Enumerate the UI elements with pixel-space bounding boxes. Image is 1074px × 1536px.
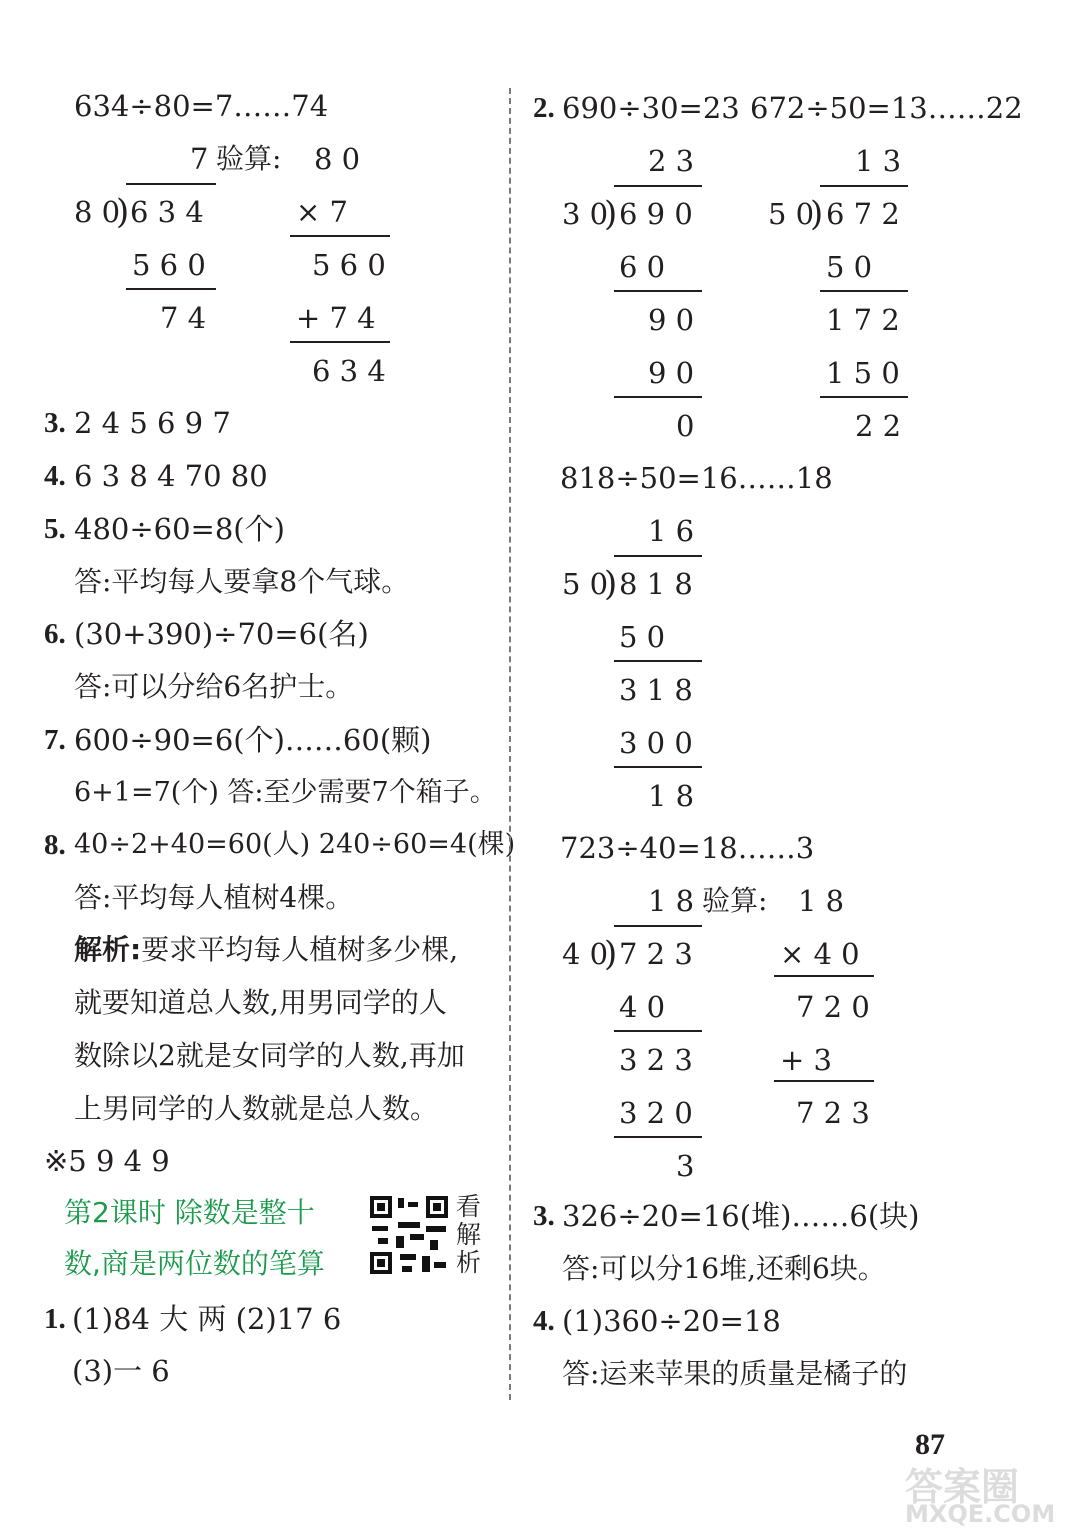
div-d-divisor: 4 0 [562,937,609,971]
column-divider [509,88,511,1400]
check-sum: 6 3 4 [312,354,386,388]
q2-number: 2. [533,92,555,124]
div-c-step: 3 1 8 [619,673,693,707]
div-b-step: 1 7 2 [826,303,900,337]
div-d-step: 3 2 0 [619,1096,693,1130]
division-bar [126,183,216,185]
div-a-eq: 690÷30=23 [562,91,740,125]
div-d-quotient: 1 8 [648,884,695,918]
check-line [290,341,390,343]
q8-number: 8. [44,829,66,861]
div-c-eq: 818÷50=16……18 [560,461,833,495]
q6-number: 6. [44,618,66,650]
div-b-step: 1 5 0 [826,356,900,390]
check-line [774,975,874,977]
q8-analysis-line: 数除以2就是女同学的人数,再加 [74,1039,465,1072]
r-q3-equation: 326÷20=16(堆)……6(块) [562,1199,920,1233]
div-b-eq: 672÷50=13……22 [750,91,1023,125]
div-a-remainder: 0 [676,409,695,443]
division-bracket: ) [604,934,618,974]
check-label: 验算: [216,142,282,175]
division-bar [614,185,702,187]
check-add: + 3 [780,1043,832,1077]
div-a-step: 9 0 [648,303,695,337]
q6-answer: 答:可以分给6名护士。 [74,670,354,703]
div-b-remainder: 2 2 [855,409,902,443]
check-line [290,235,390,237]
watermark-url: MXQE.COM [905,1500,1056,1528]
check-multiplier: × 4 0 [780,937,860,971]
q8-answer: 答:平均每人植树4棵。 [74,881,354,914]
div-b-dividend: 6 7 2 [826,197,900,231]
q8-equation: 40÷2+40=60(人) 240÷60=4(棵) [74,829,516,860]
check-sum: 7 2 3 [796,1096,870,1130]
q8-analysis-line: 上男同学的人数就是总人数。 [74,1092,439,1125]
div-divisor: 8 0 [74,195,121,229]
div-line [126,288,216,290]
div-d-remainder: 3 [676,1149,695,1183]
l1-answer: (1)84 大 两 (2)17 6 [72,1302,342,1336]
q6-equation: (30+390)÷70=6(名) [74,617,369,651]
div-line [614,766,702,768]
division-bar [820,185,908,187]
page-number: 87 [915,1428,945,1461]
q5-equation: 480÷60=8(个) [74,512,285,546]
r-q4-answer: 答:运来苹果的质量是橘子的 [562,1357,908,1390]
r-q3-answer: 答:可以分16堆,还剩6块。 [562,1252,886,1285]
l1-number: 1. [44,1303,66,1335]
div-line [820,396,908,398]
check-product: 5 6 0 [312,248,386,282]
check-label: 验算: [702,884,768,917]
analysis-text: 要求平均每人植树多少棵, [141,933,459,966]
q4-number: 4. [44,460,66,492]
q4-answer: 6 3 8 4 70 80 [74,459,268,493]
analysis-label: 解析: [74,933,142,966]
qr-caption: 看解析 [456,1192,482,1277]
r-q4-equation: (1)360÷20=18 [562,1304,781,1338]
check-product: 7 2 0 [796,990,870,1024]
division-bar [614,925,702,927]
check-top: 8 0 [314,142,361,176]
q3-answer: 2 4 5 6 9 7 [74,406,231,440]
q7-number: 7. [44,724,66,756]
q7-answer: 6+1=7(个) 答:至少需要7个箱子。 [74,777,497,808]
div-line [614,290,702,292]
division-bracket: ) [604,194,618,234]
div-b-quotient: 1 3 [855,144,902,178]
div-line [614,1136,702,1138]
div-d-step: 3 2 3 [619,1043,693,1077]
q7-equation: 600÷90=6(个)……60(颗) [74,723,432,757]
div-a-step: 6 0 [619,250,666,284]
div-a-step: 9 0 [648,356,695,390]
division-bar [614,555,702,557]
watermark-logo: 答案圈 [905,1465,1020,1509]
q5-number: 5. [44,513,66,545]
extra-question: ※5 9 4 9 [44,1144,170,1178]
lesson-title: 数,商是两位数的笔算 [64,1247,325,1280]
div-step: 5 6 0 [132,248,206,282]
l1-answer-b: (3)一 6 [72,1354,170,1388]
check-multiplier: × 7 [296,195,348,229]
div-line [614,396,702,398]
div-a-dividend: 6 9 0 [619,197,693,231]
division-bracket: ) [116,192,130,232]
div-a-divisor: 3 0 [562,197,609,231]
div-d-eq: 723÷40=18……3 [560,831,815,865]
div-c-remainder: 1 8 [648,779,695,813]
qr-code[interactable] [370,1196,448,1274]
q3-number: 3. [44,407,66,439]
check-add: + 7 4 [296,301,376,335]
check-top: 1 8 [798,884,845,918]
div-c-divisor: 5 0 [562,567,609,601]
div-b-step: 5 0 [826,250,873,284]
div-remainder: 7 4 [160,301,207,335]
div-c-dividend: 8 1 8 [619,567,693,601]
r-q3-number: 3. [533,1200,555,1232]
division-bracket: ) [604,564,618,604]
div-line [614,1030,702,1032]
div-d-dividend: 7 2 3 [619,937,693,971]
div-c-step: 5 0 [619,620,666,654]
div-line [820,290,908,292]
q8-analysis [74,933,459,966]
div-dividend: 6 3 4 [130,195,204,229]
div-line [614,660,702,662]
lesson-title: 第2课时 除数是整十 [64,1196,315,1229]
q8-analysis-line: 就要知道总人数,用男同学的人 [74,986,447,1019]
check-line [774,1080,874,1082]
div-c-step: 3 0 0 [619,726,693,760]
division-bracket: ) [810,194,824,234]
div-d-step: 4 0 [619,990,666,1024]
div-b-divisor: 5 0 [768,197,815,231]
long-division-eq: 634÷80=7……74 [74,89,329,123]
div-quotient: 7 [190,142,209,176]
div-a-quotient: 2 3 [648,144,695,178]
div-c-quotient: 1 6 [648,514,695,548]
r-q4-number: 4. [533,1305,555,1337]
q5-answer: 答:平均每人要拿8个气球。 [74,565,410,598]
